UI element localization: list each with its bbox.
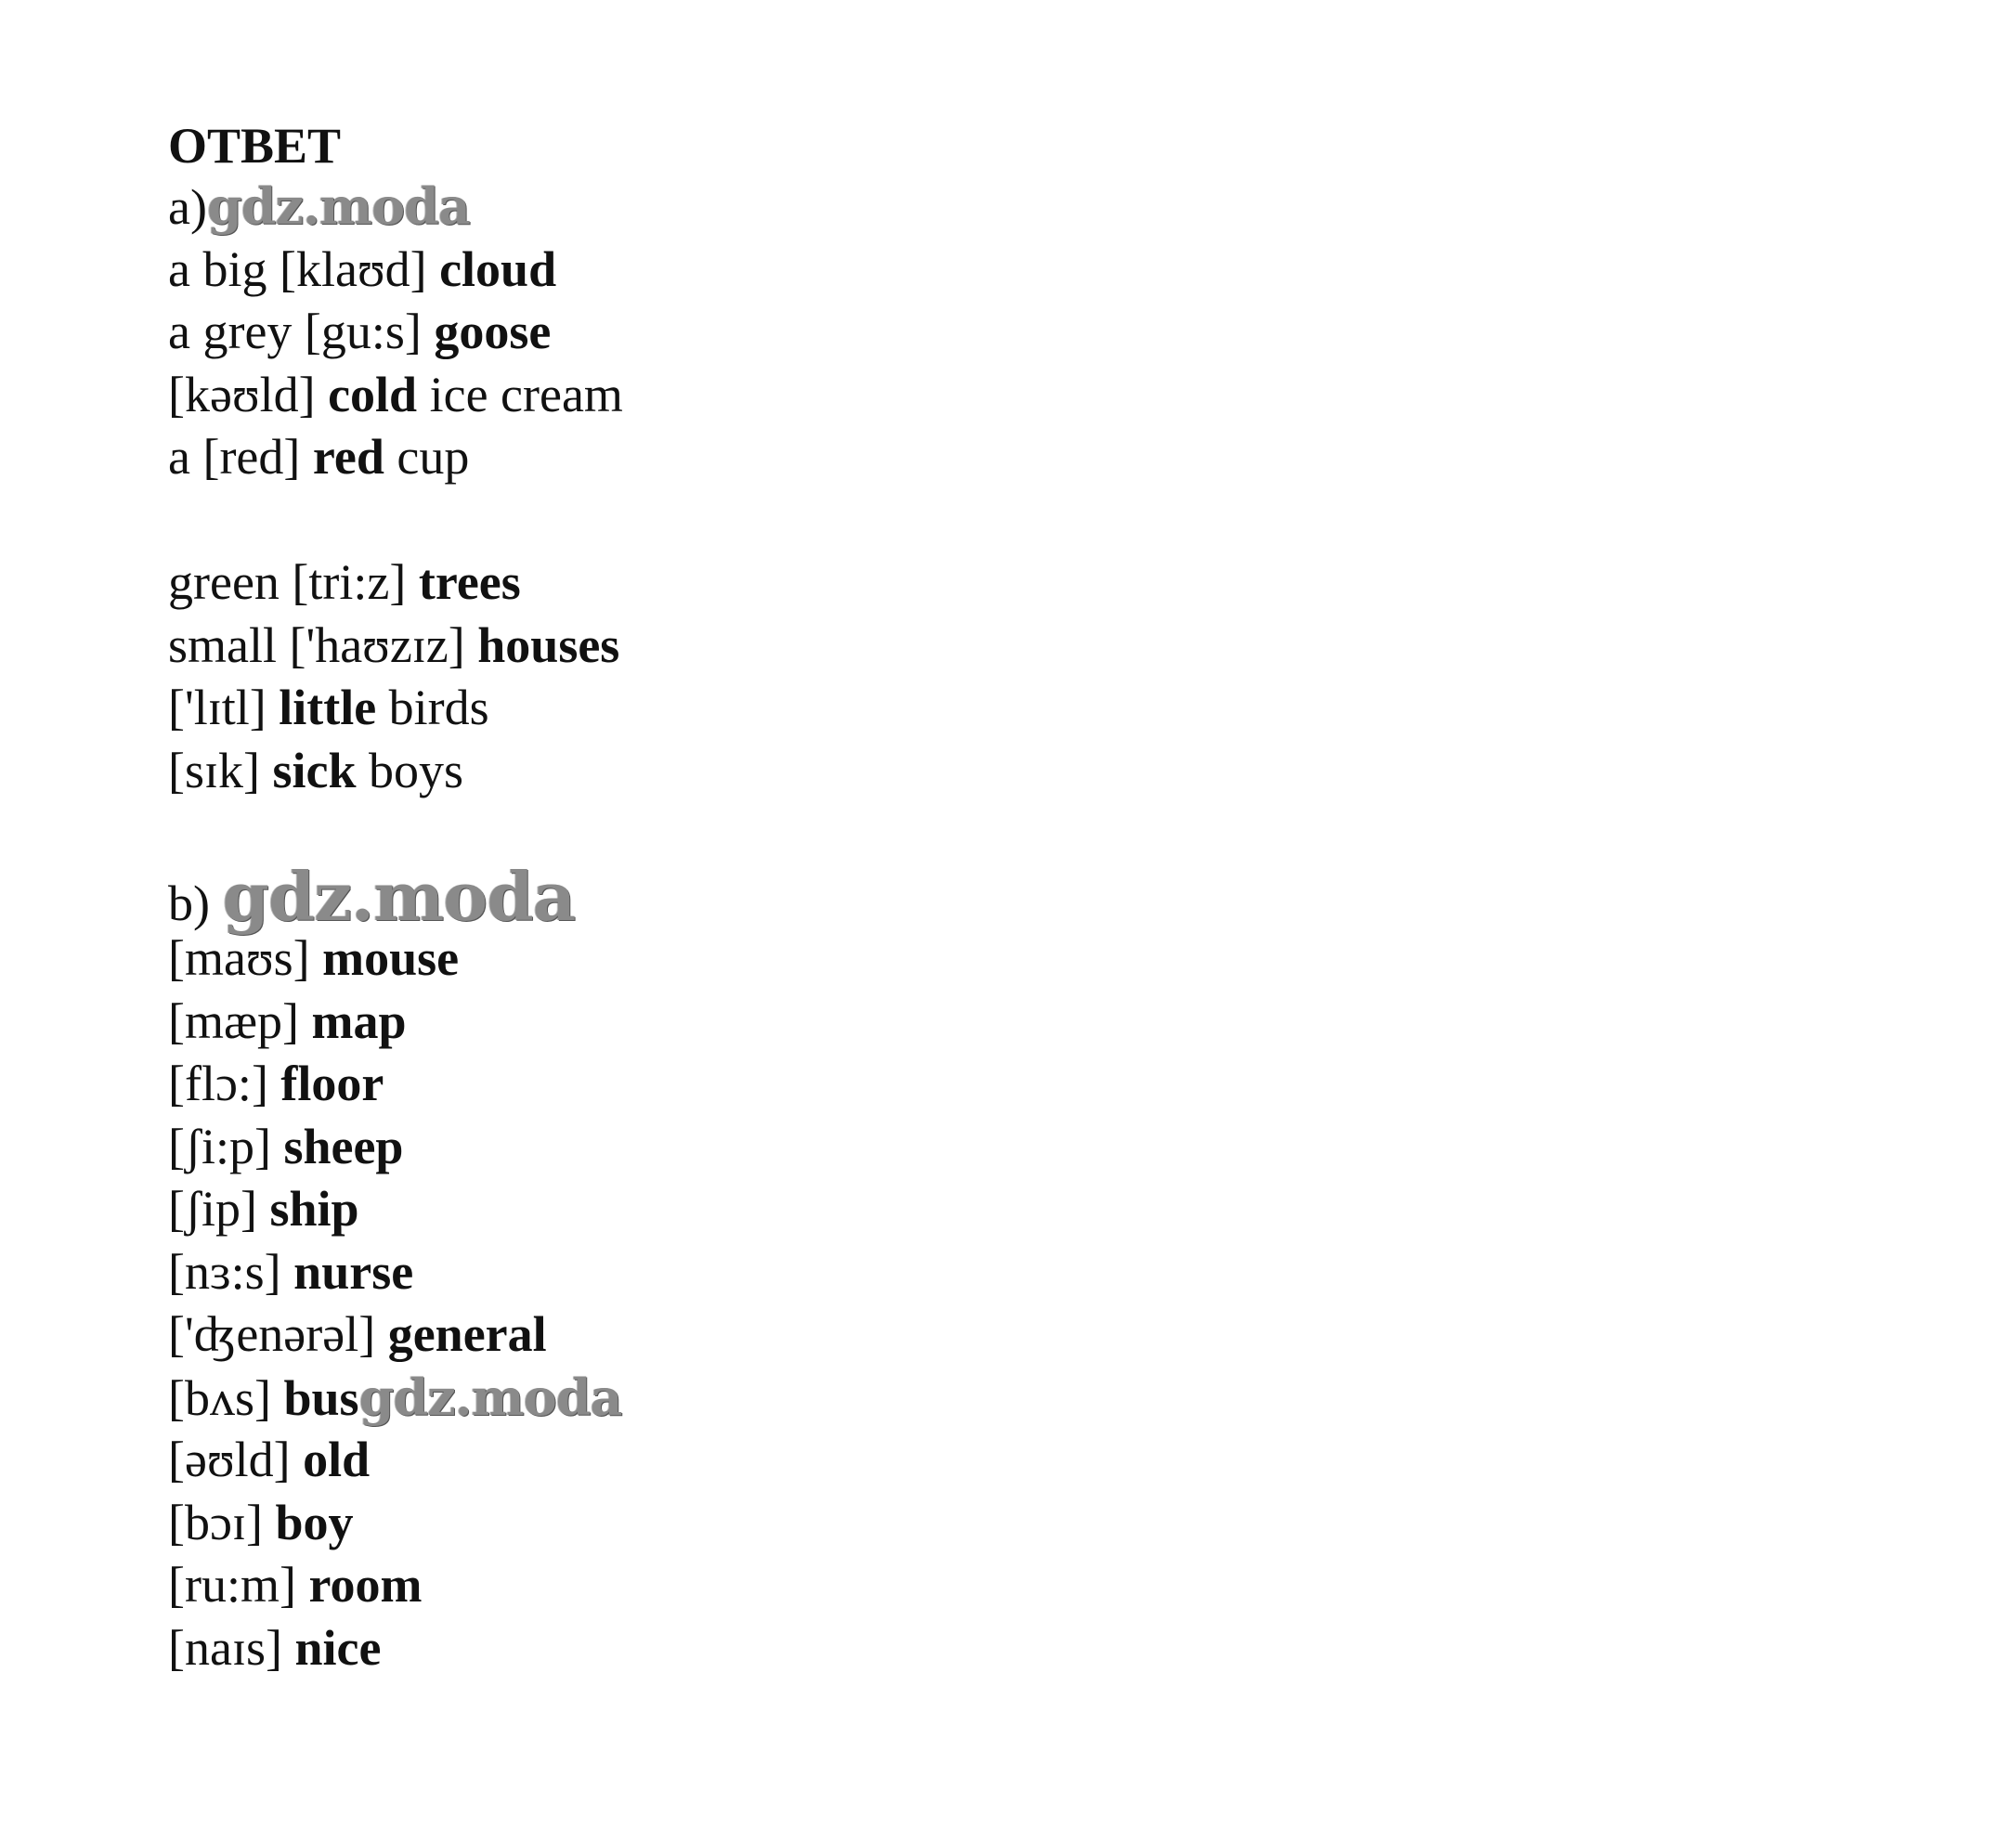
word-transcription: [naɪs] <box>168 1619 282 1676</box>
phrase-word: cloud <box>439 240 557 297</box>
word-transcription: [əʊld] <box>168 1432 291 1487</box>
phrase-word: red <box>312 429 384 485</box>
phrase-transcription: [red] <box>202 429 301 485</box>
phrase-transcription: ['haʊzɪz] <box>289 616 465 673</box>
phrase-row <box>168 301 1932 364</box>
phrase-before: green <box>168 554 293 610</box>
section-a-label <box>168 175 1932 239</box>
phrase-transcription: [klaʊd] <box>279 240 427 297</box>
word-transcription: [ru:m] <box>168 1557 296 1613</box>
phrase-before: a big <box>168 240 280 297</box>
word-row <box>168 991 1932 1054</box>
word-row <box>168 1617 1932 1680</box>
word-row <box>168 1303 1932 1367</box>
phrase-transcription: [kəʊld] <box>168 366 316 422</box>
word-text: general <box>387 1306 547 1362</box>
phrase-word: cold <box>328 366 418 422</box>
word-row <box>168 1241 1932 1304</box>
answer-heading: ОТВЕТ <box>168 118 342 174</box>
word-transcription: [ʃi:p] <box>168 1118 271 1174</box>
spacer <box>168 802 1932 865</box>
word-row <box>168 1367 1932 1430</box>
phrase-after: boys <box>356 742 464 798</box>
word-transcription: [bʌs] <box>168 1369 271 1426</box>
phrase-row <box>168 426 1932 489</box>
word-transcription: [mæp] <box>168 992 299 1049</box>
word-row <box>168 1492 1932 1555</box>
phrase-row <box>168 615 1932 678</box>
word-text: mouse <box>322 930 460 986</box>
section-b-label <box>168 856 1932 936</box>
word-text: nice <box>294 1619 382 1676</box>
phrase-transcription: [gu:s] <box>304 304 422 359</box>
phrase-before: a <box>168 429 203 485</box>
word-text: sheep <box>283 1118 404 1174</box>
phrase-after: ice cream <box>417 366 623 422</box>
phrase-word: little <box>279 680 377 735</box>
word-transcription: [nɜ:s] <box>168 1243 281 1300</box>
watermark: gdz.moda <box>206 176 470 236</box>
word-text: room <box>308 1557 423 1613</box>
phrase-word: sick <box>272 742 357 798</box>
word-row <box>168 927 1932 991</box>
word-text: bus <box>283 1369 359 1426</box>
phrase-transcription: ['lɪtl] <box>168 680 267 735</box>
spacer <box>168 489 1932 552</box>
word-text: boy <box>275 1494 354 1550</box>
watermark: gdz.moda <box>222 856 576 936</box>
word-text: nurse <box>293 1243 414 1300</box>
word-row <box>168 1554 1932 1617</box>
phrase-before: a grey <box>168 304 305 359</box>
answer-document <box>168 116 1932 1679</box>
section-a-letter: a) <box>168 179 207 235</box>
word-row <box>168 1178 1932 1241</box>
phrase-row <box>168 551 1932 615</box>
word-transcription: [bɔɪ] <box>168 1494 263 1550</box>
phrase-transcription: [sɪk] <box>168 742 260 798</box>
word-text: map <box>311 992 407 1049</box>
phrase-after: cup <box>384 429 470 485</box>
word-row <box>168 1429 1932 1492</box>
phrase-word: houses <box>477 616 620 673</box>
word-text: ship <box>269 1181 359 1237</box>
word-transcription: ['ʤenərəl] <box>168 1306 376 1362</box>
word-row <box>168 1053 1932 1116</box>
word-transcription: [ʃip] <box>168 1181 257 1237</box>
word-transcription: [maʊs] <box>168 930 310 986</box>
word-text: old <box>303 1432 371 1487</box>
phrase-row <box>168 740 1932 803</box>
phrase-row <box>168 364 1932 427</box>
watermark: gdz.moda <box>358 1367 622 1427</box>
phrase-word: goose <box>434 304 552 359</box>
phrase-after: birds <box>376 680 489 735</box>
phrase-row <box>168 677 1932 740</box>
phrase-word: trees <box>418 554 521 610</box>
word-transcription: [flɔ:] <box>168 1056 268 1111</box>
section-b-letter: b) <box>168 875 223 931</box>
phrase-transcription: [tri:z] <box>292 554 407 610</box>
word-row <box>168 1116 1932 1179</box>
word-text: floor <box>280 1056 384 1111</box>
phrase-before: small <box>168 616 290 673</box>
phrase-row <box>168 239 1932 302</box>
